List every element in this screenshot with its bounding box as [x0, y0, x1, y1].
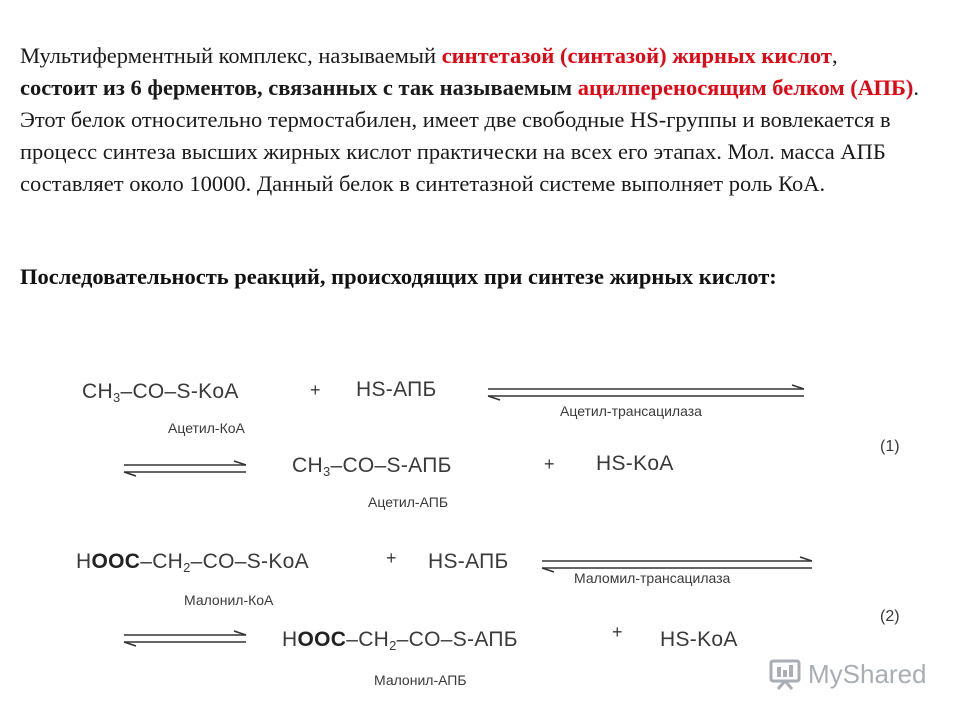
- acetyl-acp-label: Ацетил-АПБ: [368, 494, 449, 510]
- watermark: [768, 656, 927, 692]
- term-synthetase: синтетазой (синтазой) жирных кислот: [441, 43, 832, 68]
- malonyl-coa-label: Малонил-КоА: [184, 592, 274, 608]
- equilibrium-arrow: [486, 384, 808, 404]
- watermark-text: MyShared: [808, 658, 927, 689]
- equilibrium-arrow: [122, 630, 250, 650]
- term-acp: ацилпереносящим белком (АПБ): [577, 75, 914, 100]
- enzyme-label: Ацетил-трансацилаза: [560, 403, 702, 419]
- intro-text-end: . Этот белок относительно термостабилен, имеет две свободные HS-группы и вовлекается в процесс синтеза высших жирных кислот практически на всех его этапах. Мол. масса АПБ составляет около 10000. Данный белок в синтетазной системе выполняет роль КоА.: [20, 75, 919, 196]
- reactions-heading: Последовательность реакций, происходящих при синтезе жирных кислот:: [20, 264, 777, 289]
- acetyl-acp-formula: $CH_3-CO-S$-АПБ: [292, 454, 452, 479]
- malonyl-coa-formula: HOOC–$CH_2-CO-S$-KoA: [76, 550, 309, 575]
- intro-bold-text: состоит из 6 ферментов, связанных с так называемым: [20, 75, 573, 100]
- plus-sign: +: [544, 454, 555, 474]
- intro-paragraph: [20, 40, 920, 200]
- plus-sign: +: [386, 548, 397, 568]
- intro-comma: ,: [831, 43, 838, 68]
- hs-acp-reactant: HS-АПБ: [428, 550, 509, 573]
- reaction-number: (1): [880, 438, 900, 455]
- plus-sign: +: [612, 622, 623, 642]
- hs-coa-product: HS-KoA: [660, 628, 738, 651]
- malonyl-acp-formula: HOOC–$CH_2-CO-S$-АПБ: [282, 628, 518, 653]
- enzyme-label: Маломил-трансацилаза: [574, 570, 731, 586]
- acetyl-coa-formula: $CH_3-CO-S$-KoA: [82, 380, 239, 405]
- acetyl-coa-label: Ацетил-КоА: [168, 420, 245, 436]
- plus-sign: +: [310, 380, 321, 400]
- hs-acp-reactant: HS-АПБ: [356, 378, 437, 401]
- hs-coa-product: HS-KoA: [596, 452, 674, 475]
- intro-text-start: Мультиферментный комплекс, называемый: [20, 43, 442, 68]
- presentation-board-icon: [768, 657, 802, 691]
- equilibrium-arrow: [122, 460, 250, 480]
- reaction-number: (2): [880, 608, 900, 625]
- malonyl-acp-label: Малонил-АПБ: [374, 672, 467, 688]
